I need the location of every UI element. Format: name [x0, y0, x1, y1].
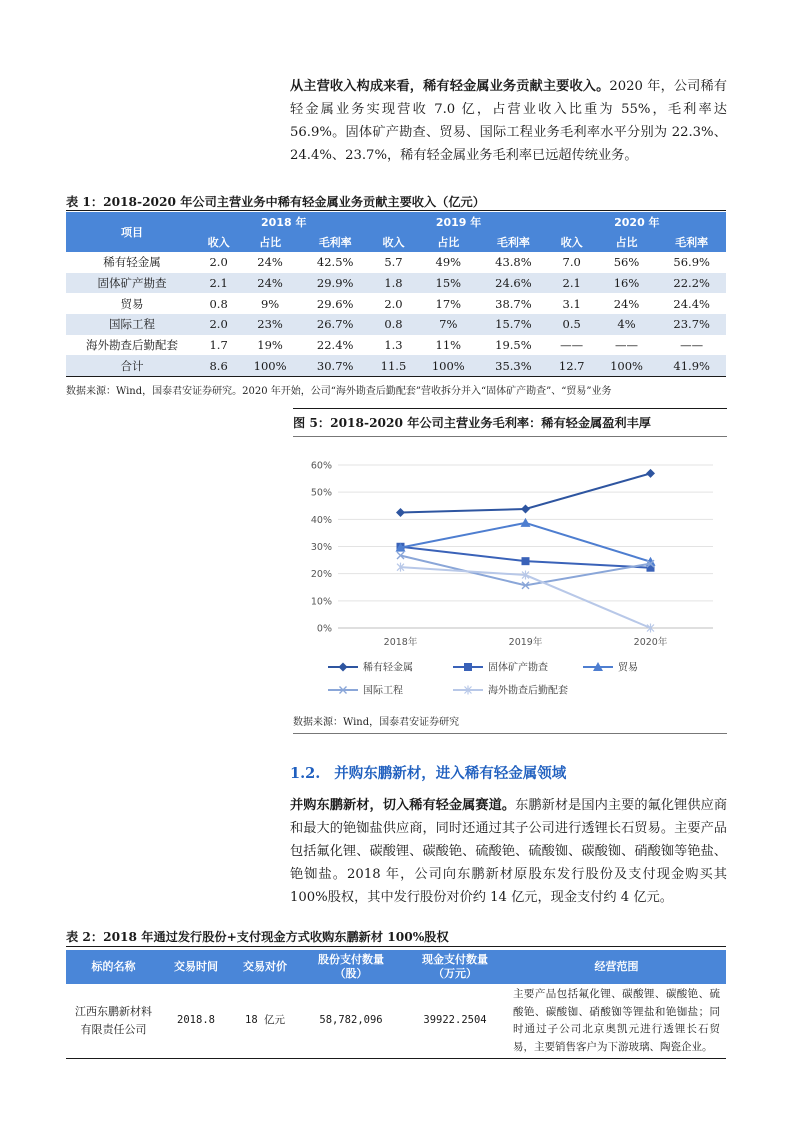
- table2-header: 交易时间: [161, 950, 231, 984]
- table2-header: 交易对价: [231, 950, 299, 984]
- intro-paragraph-body: 2020 年，公司稀有轻金属业务实现营收 7.0 亿，占营业收入比重为 55%，毛利率达 56.9%。固体矿产勘查、贸易、国际工程业务毛利率水平分别为 22.3%、24.4%、23.7%，稀有轻金属业务毛利率已远超传统业务。: [290, 79, 727, 163]
- series-line: [401, 523, 651, 562]
- acquisition-paragraph-lead: 并购东鹏新材，切入稀有轻金属赛道。: [290, 798, 516, 813]
- acquisition-paragraph-body: 东鹏新材是国内主要的氟化锂供应商和最大的铯铷盐供应商，同时还通过其子公司进行透锂长石贸易。主要产品包括氟化锂、碳酸锂、碳酸铯、硫酸铯、硫酸铷、碳酸铷、硝酸铷等铯盐、铯铷盐。2018 年，公司向东鹏新材原股东发行股份及支付现金购买其 100%股权，其中发行股份对价约 14 亿元，现金支付约 4 亿元。: [290, 798, 728, 905]
- table2-header: 股份支付数量 （股）: [299, 950, 403, 984]
- table-cell: 4%: [596, 314, 658, 335]
- intro-paragraph-lead: 从主营收入构成来看，稀有轻金属业务贡献主要收入。: [290, 79, 610, 94]
- table-cell: 24%: [613, 296, 640, 311]
- margin-line-chart: [293, 440, 727, 708]
- row-label: 国际工程: [66, 314, 198, 335]
- table-cell: 49%: [435, 255, 462, 270]
- table1-sub-header: 占比: [239, 232, 301, 252]
- y-tick-label: 10%: [310, 596, 332, 608]
- table1-caption: 表 1：2018-2020 年公司主营业务中稀有轻金属业务贡献主要收入（亿元）: [66, 195, 485, 209]
- table2-caption: 表 2：2018 年通过发行股份+支付现金方式收购东鹏新材 100%股权: [66, 930, 449, 944]
- table-row: [66, 355, 726, 376]
- data-point: [521, 505, 530, 514]
- row-label: 稀有轻金属: [103, 255, 161, 270]
- table1-sub-header: 占比: [596, 232, 658, 252]
- table2-time: 2018.8: [161, 984, 231, 1059]
- table-cell: 3.1: [562, 296, 581, 311]
- table-cell: 17%: [435, 296, 462, 311]
- legend-marker: [339, 663, 348, 672]
- y-tick-label: 40%: [310, 514, 332, 526]
- table-cell: 41.9%: [657, 355, 726, 376]
- table-cell: 100%: [596, 355, 658, 376]
- table-cell: 2.1: [198, 273, 239, 294]
- table-cell: 19%: [257, 338, 283, 353]
- table-cell: 12.7: [548, 355, 596, 376]
- table-cell: 23%: [239, 314, 301, 335]
- data-point: [646, 469, 655, 478]
- table1-year-header: 2019 年: [369, 212, 547, 232]
- table2-cash: 39922.2504: [403, 984, 507, 1059]
- table-cell: 29.9%: [301, 273, 370, 294]
- table1-year-header: 2020 年: [548, 212, 726, 232]
- y-tick-label: 30%: [310, 542, 332, 553]
- table-row: [66, 335, 726, 356]
- table2-scope: 主要产品包括氟化锂、碳酸锂、碳酸铯、硫酸铯、碳酸铷、硝酸铷等锂盐和铯铷盐；同时通过子公司北京奥凯元进行透锂长石贸易，主要销售客户为下游玻璃、陶瓷企业。: [507, 984, 726, 1059]
- table1-sub-header: 收入: [548, 232, 596, 252]
- table-cell: 1.8: [369, 273, 417, 294]
- table-cell: 11.5: [369, 355, 417, 376]
- legend-label: 国际工程: [363, 685, 403, 697]
- table-cell: 2.1: [548, 273, 596, 294]
- table1-sub-header: 毛利率: [479, 232, 548, 252]
- table-cell: 100%: [239, 355, 301, 376]
- legend-label: 固体矿产勘查: [488, 662, 548, 674]
- revenue-table: [66, 212, 726, 377]
- table-cell: 24%: [239, 273, 301, 294]
- table-cell: 42.5%: [316, 255, 354, 270]
- intro-paragraph: [290, 75, 727, 167]
- table-cell: 56%: [613, 255, 640, 270]
- row-label: 贸易: [120, 296, 144, 311]
- table2-header: 现金支付数量 （万元）: [403, 950, 507, 984]
- acquisition-paragraph: [290, 794, 727, 909]
- figure5-caption-rule: [293, 436, 727, 437]
- y-tick-label: 60%: [310, 460, 332, 472]
- table-cell: 1.7: [209, 338, 228, 353]
- table-cell: 0.8: [209, 296, 228, 311]
- table1-sub-header: 收入: [198, 232, 239, 252]
- table-cell: 29.6%: [316, 296, 354, 311]
- row-label: 合计: [66, 355, 198, 376]
- section-number: 1.2.: [290, 765, 321, 782]
- table-cell: ——: [615, 338, 639, 353]
- table2-company: 江西东鹏新材料有限责任公司: [66, 984, 161, 1059]
- data-point: [396, 508, 405, 517]
- table-cell: 7%: [417, 314, 479, 335]
- figure5-top-rule: [293, 408, 727, 409]
- table-cell: 35.3%: [479, 355, 548, 376]
- figure5-bottom-rule: [293, 733, 727, 734]
- table2-header: 经营范围: [507, 950, 726, 984]
- row-label: 海外勘查后勤配套: [86, 338, 178, 353]
- table-cell: 7.0: [562, 255, 581, 270]
- table2-top-rule: [66, 946, 726, 947]
- table-cell: 5.7: [384, 255, 403, 270]
- legend-label: 贸易: [618, 662, 638, 674]
- x-tick-label: 2020年: [633, 637, 668, 648]
- table1-sub-header: 收入: [369, 232, 417, 252]
- table-cell: 8.6: [198, 355, 239, 376]
- legend-marker: [464, 663, 472, 671]
- table-cell: 0.8: [369, 314, 417, 335]
- section-title: 并购东鹏新材，进入稀有轻金属领域: [334, 765, 567, 782]
- table-cell: 43.8%: [495, 255, 532, 270]
- y-tick-label: 50%: [310, 487, 332, 499]
- y-tick-label: 0%: [316, 623, 332, 635]
- table-cell: 15%: [417, 273, 479, 294]
- row-label: 固体矿产勘查: [66, 273, 198, 294]
- table-cell: 24.4%: [673, 296, 710, 311]
- table-cell: 16%: [596, 273, 658, 294]
- table2-header: 标的名称: [66, 950, 161, 984]
- table1-top-rule: [66, 210, 726, 211]
- table-row: [66, 984, 726, 1059]
- section-heading: [290, 762, 566, 783]
- x-tick-label: 2018年: [383, 637, 418, 648]
- table-cell: 19.5%: [495, 338, 532, 353]
- table-cell: 2.0: [198, 314, 239, 335]
- table-cell: 23.7%: [657, 314, 726, 335]
- table-cell: 30.7%: [301, 355, 370, 376]
- figure5-caption: 图 5：2018-2020 年公司主营业务毛利率：稀有轻金属盈利丰厚: [293, 416, 651, 430]
- table1-sub-header: 毛利率: [657, 232, 726, 252]
- table2-price: 18 亿元: [231, 984, 299, 1059]
- table-cell: 0.5: [548, 314, 596, 335]
- table-row: [66, 252, 726, 273]
- table-cell: 100%: [417, 355, 479, 376]
- table-cell: 24%: [257, 255, 283, 270]
- table-cell: 11%: [435, 338, 462, 353]
- table-cell: 56.9%: [673, 255, 710, 270]
- table1-source: 数据来源：Wind，国泰君安证券研究。2020 年开始，公司“海外勘查后勤配套”营收拆分并入“固体矿产勘查”、“贸易”业务: [66, 386, 612, 397]
- table-cell: 2.0: [209, 255, 228, 270]
- legend-label: 稀有轻金属: [363, 662, 413, 674]
- table-row: [66, 314, 726, 335]
- table-cell: 1.3: [384, 338, 403, 353]
- table-cell: 9%: [260, 296, 280, 311]
- data-point: [522, 557, 530, 565]
- table1-sub-header: 占比: [417, 232, 479, 252]
- table1-item-header: 项目: [66, 212, 198, 252]
- table2-shares: 58,782,096: [299, 984, 403, 1059]
- table-row: [66, 293, 726, 314]
- figure5-source: 数据来源：Wind，国泰君安证券研究: [293, 717, 460, 728]
- table-cell: 38.7%: [495, 296, 532, 311]
- table-cell: ——: [560, 338, 584, 353]
- acquisition-table: [66, 950, 726, 1059]
- table-cell: 22.4%: [316, 338, 354, 353]
- table-cell: 22.2%: [657, 273, 726, 294]
- table-cell: 26.7%: [301, 314, 370, 335]
- table-row: [66, 273, 726, 294]
- x-tick-label: 2019年: [508, 637, 543, 648]
- table-cell: ——: [680, 338, 704, 353]
- table1-year-header: 2018 年: [198, 212, 369, 232]
- table-cell: 24.6%: [479, 273, 548, 294]
- table1-sub-header: 毛利率: [301, 232, 370, 252]
- y-tick-label: 20%: [310, 569, 332, 581]
- table-cell: 2.0: [384, 296, 403, 311]
- table-cell: 15.7%: [479, 314, 548, 335]
- legend-label: 海外勘查后勤配套: [488, 685, 568, 697]
